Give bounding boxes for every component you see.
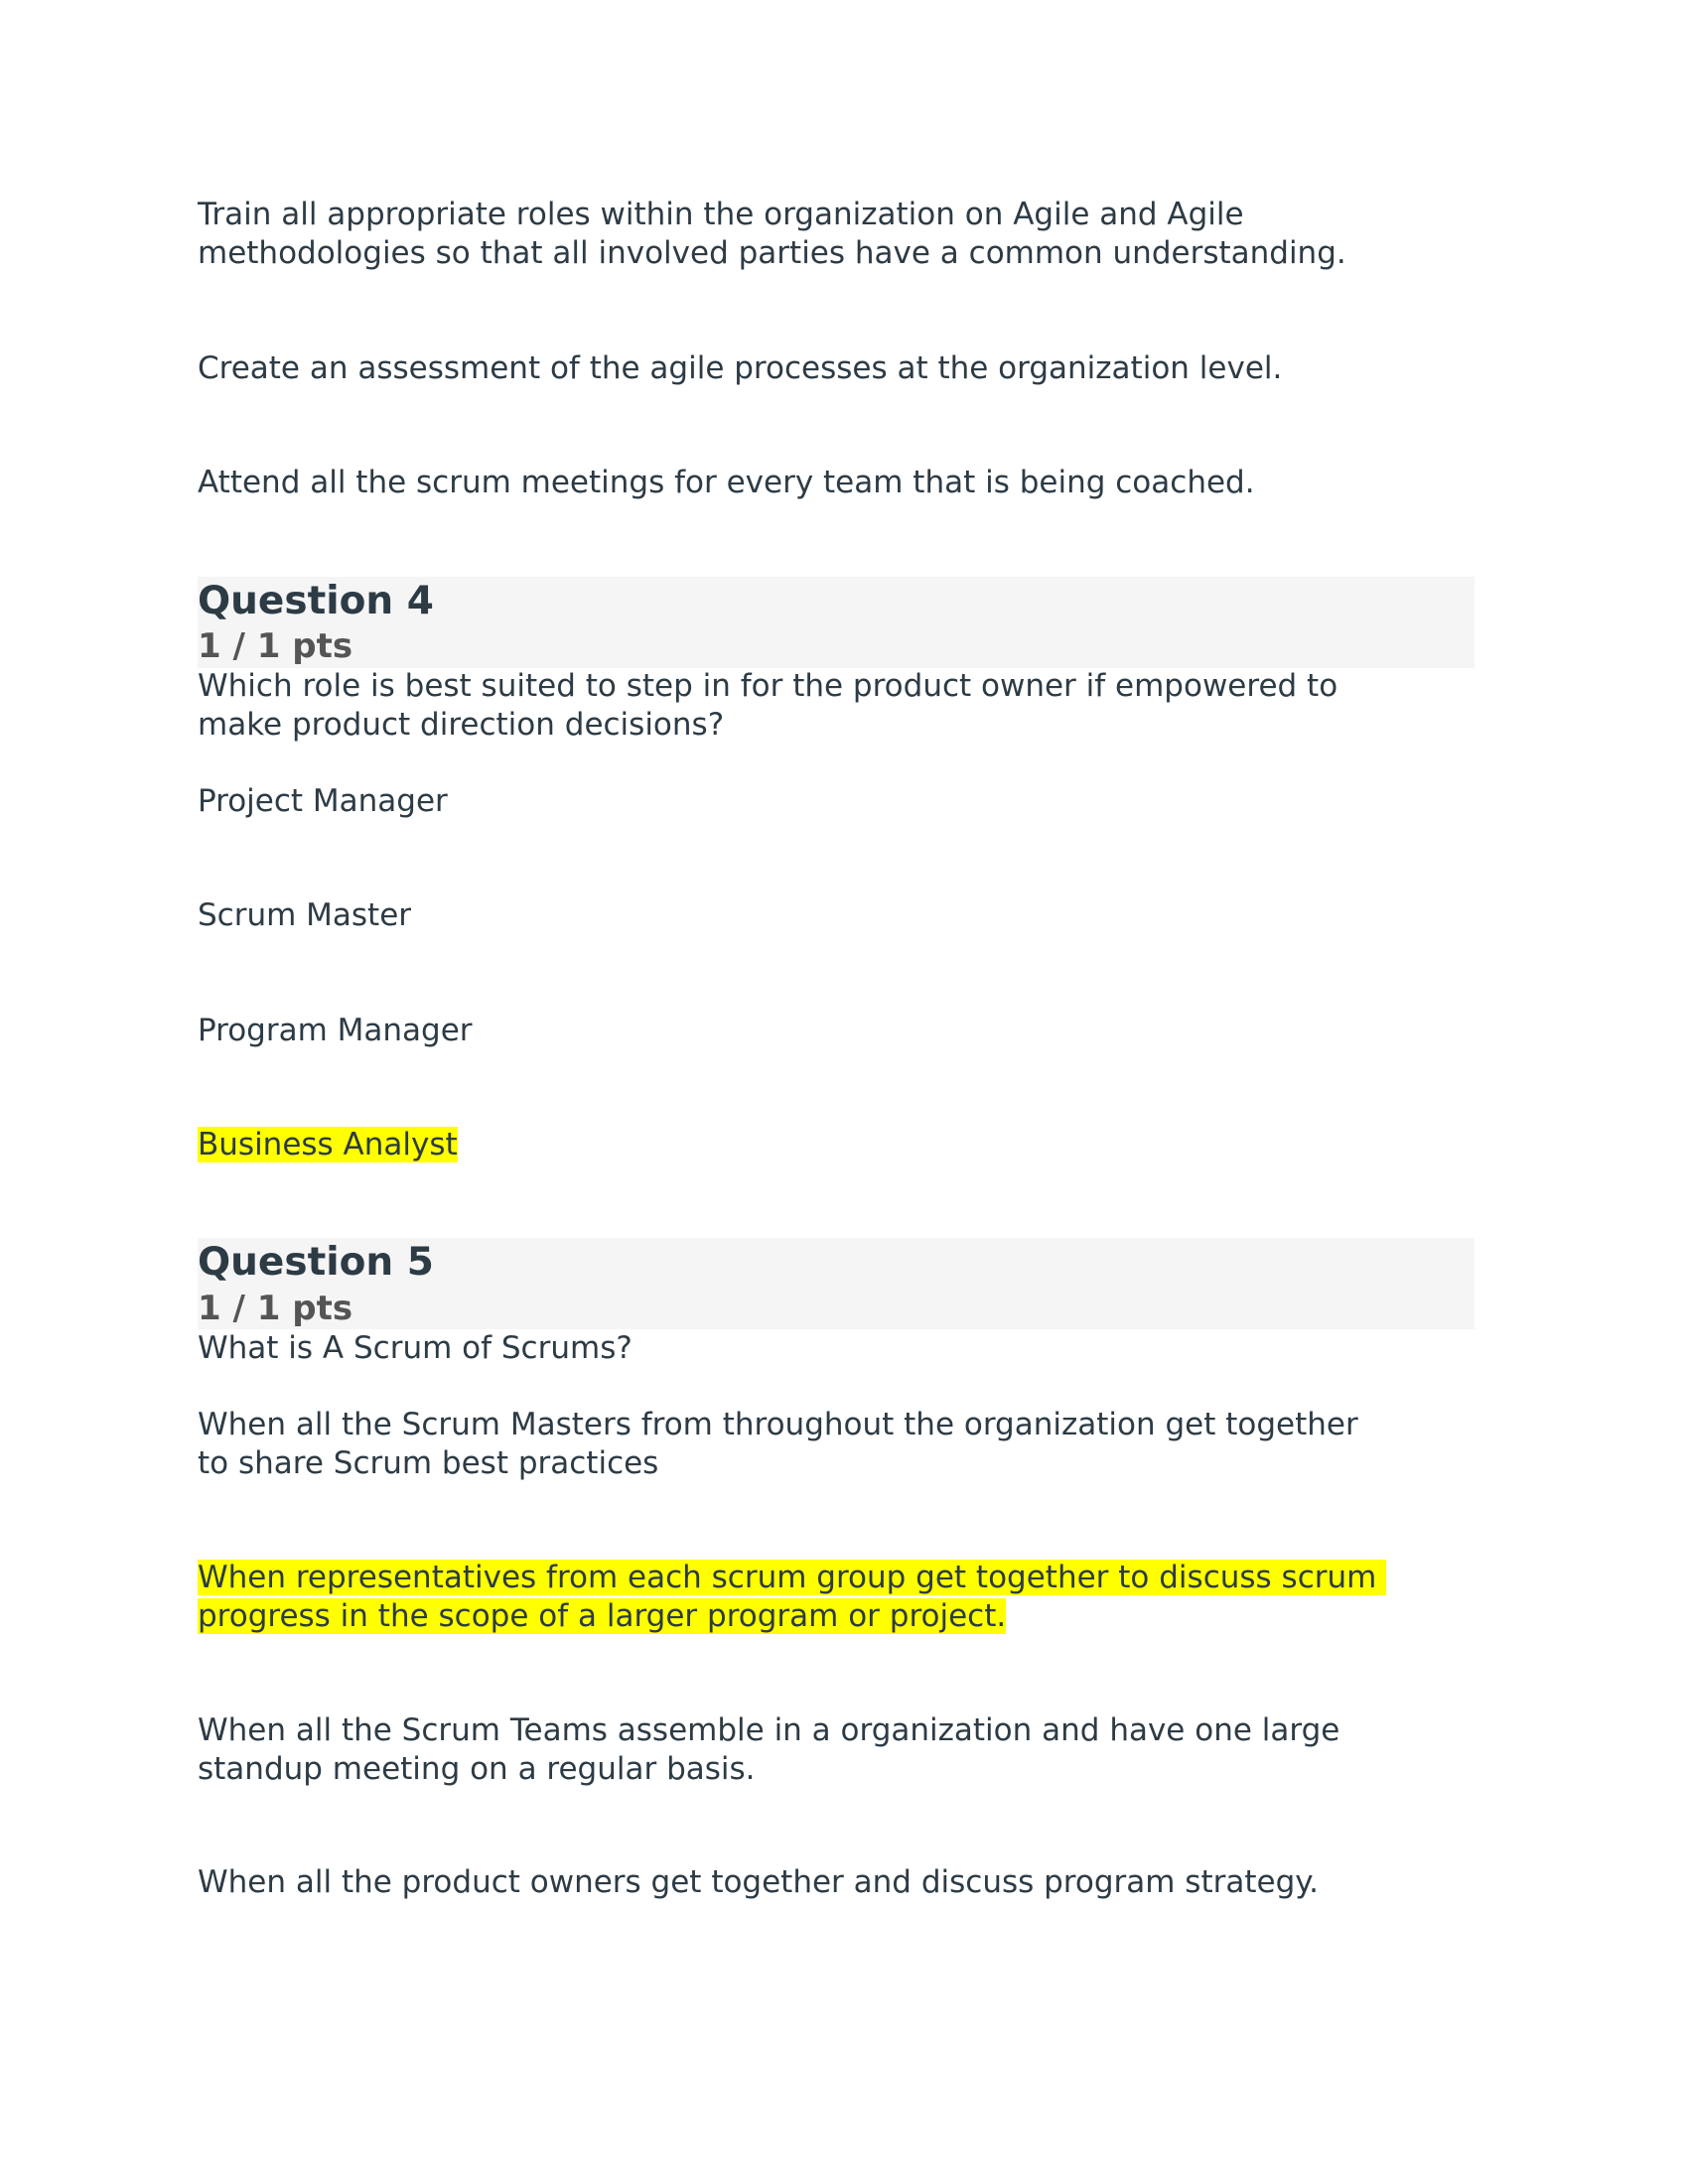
answer-text: When representatives from each scrum group get together to discuss scrum: [198, 1560, 1387, 1595]
answer-option[interactable]: [198, 1012, 473, 1050]
answer-text: When all the Scrum Masters from throughout the organization get together: [198, 1407, 1358, 1442]
prompt-line: make product direction decisions?: [198, 707, 725, 743]
answer-text: standup meeting on a regular basis.: [198, 1751, 756, 1787]
prompt-line: Which role is best suited to step in for the product owner if empowered to: [198, 668, 1338, 704]
question-title: Question 4: [198, 579, 434, 623]
answer-text: progress in the scope of a larger program or project.: [198, 1598, 1007, 1634]
answer-option-selected[interactable]: [198, 1559, 1386, 1636]
answer-text: Create an assessment of the agile processes at the organization level.: [198, 350, 1283, 386]
answer-option[interactable]: [198, 349, 1282, 388]
answer-option[interactable]: [198, 1711, 1339, 1789]
question-prompt: What is A Scrum of Scrums?: [198, 1330, 633, 1366]
answer-text: methodologies so that all involved parties have a common understanding.: [198, 235, 1346, 271]
answer-option[interactable]: [198, 1863, 1319, 1902]
answer-text: Train all appropriate roles within the organization on Agile and Agile: [198, 197, 1244, 232]
question-prompt: [198, 667, 1337, 745]
answer-text: to share Scrum best practices: [198, 1445, 659, 1481]
answer-option[interactable]: [198, 464, 1255, 502]
answer-option[interactable]: [198, 782, 448, 821]
answer-option-selected[interactable]: [198, 1126, 458, 1164]
question-points: 1 / 1 pts: [198, 1289, 353, 1328]
answer-text: When all the Scrum Teams assemble in a organization and have one large: [198, 1712, 1340, 1748]
answer-option[interactable]: [198, 1406, 1358, 1483]
answer-text: Project Manager: [198, 783, 448, 819]
answer-text: Program Manager: [198, 1013, 473, 1048]
answer-text: When all the product owners get together and discuss program strategy.: [198, 1864, 1320, 1900]
answer-text: Attend all the scrum meetings for every team that is being coached.: [198, 465, 1255, 500]
answer-option[interactable]: [198, 896, 411, 935]
answer-text: Business Analyst: [198, 1127, 458, 1162]
question-title: Question 5: [198, 1240, 434, 1285]
answer-text: Scrum Master: [198, 897, 412, 933]
answer-option[interactable]: [198, 196, 1346, 273]
question-points: 1 / 1 pts: [198, 626, 353, 666]
